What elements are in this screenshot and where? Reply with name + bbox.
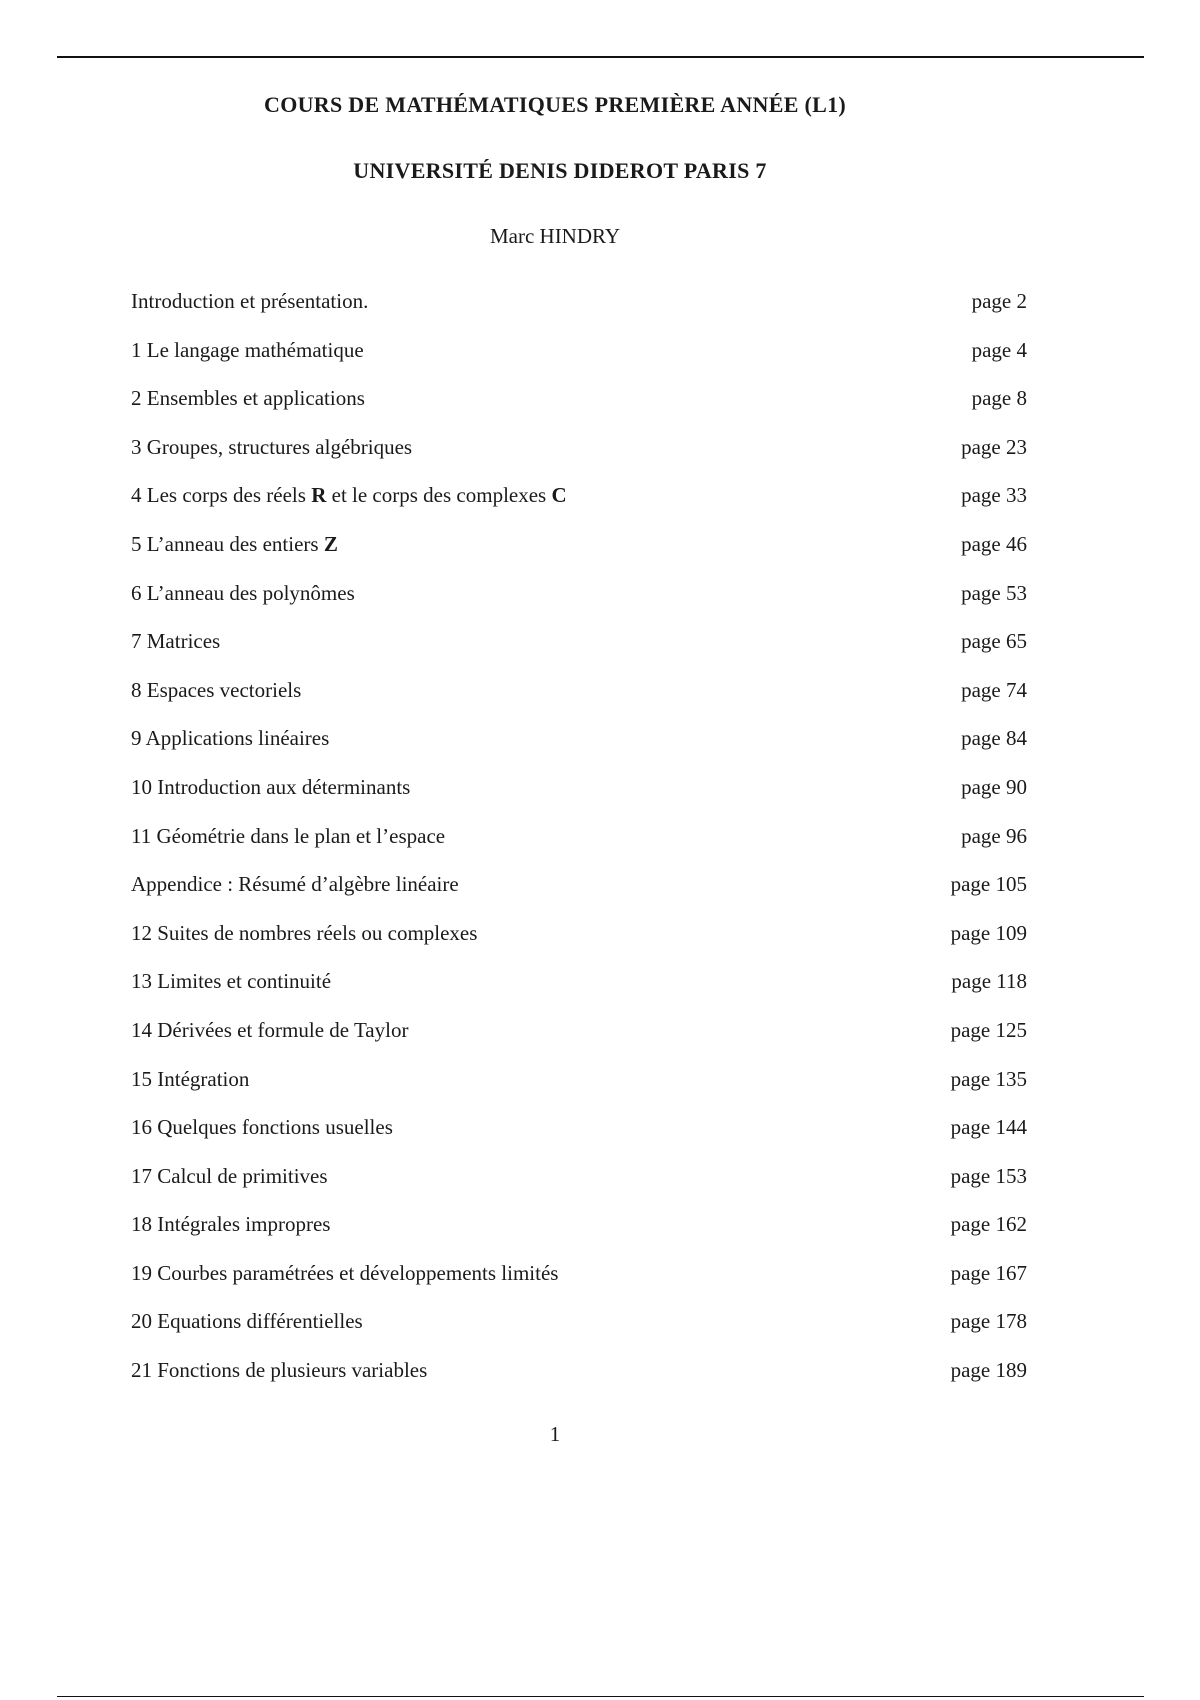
toc-entry-title: 18 Intégrales impropres xyxy=(131,1212,331,1237)
toc-entry-title xyxy=(131,483,567,507)
toc-entry-page: page 167 xyxy=(950,1260,1027,1285)
toc-entry-page: page 4 xyxy=(971,337,1027,362)
toc-row xyxy=(131,872,1027,921)
toc-entry-title: 21 Fonctions de plusieurs variables xyxy=(131,1358,428,1383)
toc-entry-page: page 162 xyxy=(950,1212,1027,1237)
toc-entry-page: page 144 xyxy=(950,1115,1027,1140)
toc-entry-page: page 105 xyxy=(950,872,1027,897)
author-name: Marc HINDRY xyxy=(489,224,621,248)
toc-row xyxy=(131,435,1027,484)
toc-row xyxy=(131,921,1027,970)
table-of-contents xyxy=(131,289,1027,1407)
toc-entry-page: page 2 xyxy=(971,289,1027,313)
toc-row xyxy=(131,629,1027,678)
toc-entry-title: 2 Ensembles et applications xyxy=(131,386,365,411)
toc-entry-title: 16 Quelques fonctions usuelles xyxy=(131,1115,393,1140)
toc-row xyxy=(131,678,1027,727)
toc-entry-title: 7 Matrices xyxy=(131,629,221,654)
title-text: 4 Les corps des réels xyxy=(131,483,312,508)
course-title: COURS DE MATHÉMATIQUES PREMIÈRE ANNÉE (L1) xyxy=(264,92,846,117)
toc-row xyxy=(131,1115,1027,1164)
toc-entry-page: page 23 xyxy=(961,434,1027,459)
toc-row xyxy=(131,969,1027,1018)
toc-row xyxy=(131,1067,1027,1116)
toc-entry-title: 11 Géométrie dans le plan et l’espace xyxy=(131,823,446,848)
toc-entry-title: 10 Introduction aux déterminants xyxy=(131,774,411,799)
toc-entry-page: page 96 xyxy=(961,823,1027,848)
toc-row xyxy=(131,1358,1027,1407)
toc-row xyxy=(131,775,1027,824)
toc-row xyxy=(131,824,1027,873)
toc-entry-title: Appendice : Résumé d’algèbre linéaire xyxy=(131,872,459,897)
toc-entry-title: 14 Dérivées et formule de Taylor xyxy=(131,1017,409,1042)
toc-row xyxy=(131,1261,1027,1310)
toc-entry-page: page 189 xyxy=(950,1358,1027,1383)
toc-entry-title: Introduction et présentation. xyxy=(131,289,369,313)
title-text: et le corps des complexes xyxy=(326,483,552,508)
toc-entry-page: page 46 xyxy=(961,531,1027,556)
toc-row xyxy=(131,338,1027,387)
toc-row xyxy=(131,581,1027,630)
toc-entry-page: page 153 xyxy=(950,1163,1027,1188)
page-number: 1 xyxy=(549,1422,561,1446)
toc-entry-page: page 53 xyxy=(961,580,1027,605)
toc-entry-title: 9 Applications linéaires xyxy=(131,726,330,751)
integers-symbol: Z xyxy=(323,531,338,556)
toc-entry-title: 3 Groupes, structures algébriques xyxy=(131,434,413,459)
toc-entry-page: page 33 xyxy=(961,483,1027,508)
title-text: 5 L’anneau des entiers xyxy=(131,531,324,556)
toc-entry-page: page 8 xyxy=(971,386,1027,411)
toc-entry-title: 6 L’anneau des polynômes xyxy=(131,580,355,605)
toc-row xyxy=(131,289,1027,338)
toc-row xyxy=(131,1212,1027,1261)
toc-entry-title: 19 Courbes paramétrées et développements limités xyxy=(131,1260,559,1285)
toc-entry-title: 13 Limites et continuité xyxy=(131,969,332,994)
toc-row xyxy=(131,1309,1027,1358)
toc-entry-page: page 178 xyxy=(950,1309,1027,1334)
toc-entry-title: 1 Le langage mathématique xyxy=(131,337,364,362)
reals-symbol: R xyxy=(311,483,327,508)
complexes-symbol: C xyxy=(551,483,567,508)
toc-entry-title: 12 Suites de nombres réels ou complexes xyxy=(131,920,478,945)
toc-entry-page: page 118 xyxy=(951,969,1027,994)
toc-row xyxy=(131,386,1027,435)
toc-entry-page: page 65 xyxy=(961,629,1027,654)
toc-row xyxy=(131,532,1027,581)
toc-entry-page: page 84 xyxy=(961,726,1027,751)
toc-entry-title xyxy=(131,532,338,556)
toc-entry-page: page 90 xyxy=(961,774,1027,799)
top-rule xyxy=(57,56,1144,58)
toc-row xyxy=(131,1164,1027,1213)
toc-entry-page: page 135 xyxy=(950,1066,1027,1091)
toc-row xyxy=(131,726,1027,775)
toc-entry-title: 17 Calcul de primitives xyxy=(131,1163,328,1188)
university-name: UNIVERSITÉ DENIS DIDEROT PARIS 7 xyxy=(353,158,767,183)
toc-entry-title: 20 Equations différentielles xyxy=(131,1309,363,1334)
toc-row xyxy=(131,483,1027,532)
toc-entry-page: page 109 xyxy=(950,920,1027,945)
toc-entry-title: 8 Espaces vectoriels xyxy=(131,677,302,702)
toc-row xyxy=(131,1018,1027,1067)
toc-entry-title: 15 Intégration xyxy=(131,1066,250,1091)
toc-entry-page: page 74 xyxy=(961,677,1027,702)
toc-entry-page: page 125 xyxy=(950,1017,1027,1042)
bottom-rule xyxy=(57,1696,1144,1697)
